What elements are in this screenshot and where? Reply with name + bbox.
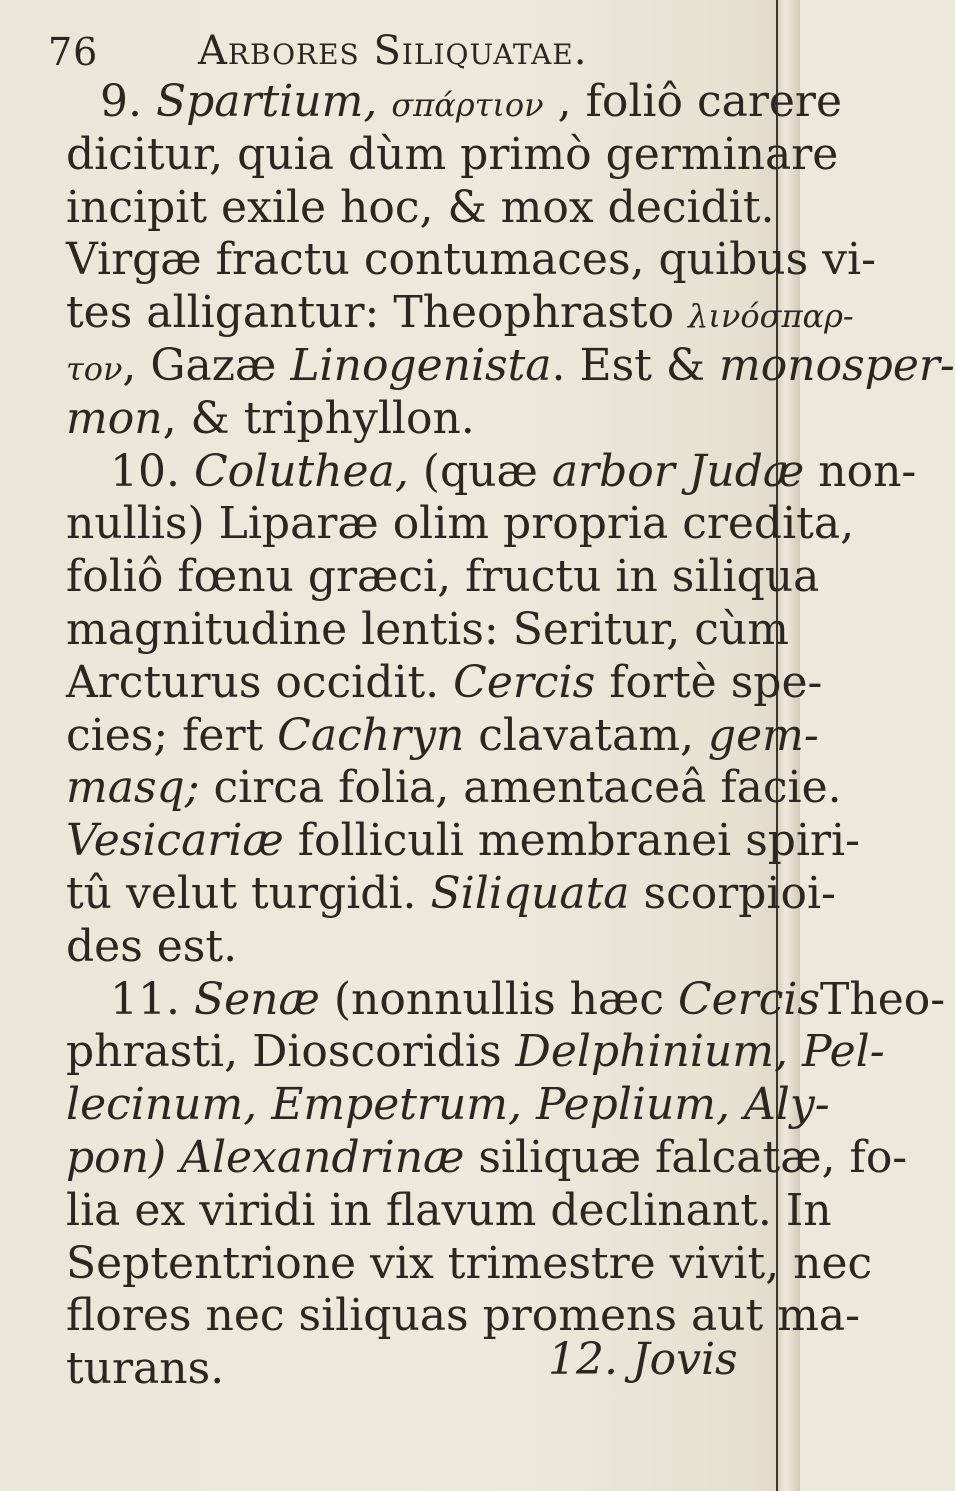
item-number: 11. (110, 973, 194, 1025)
text-segment: siliquæ falcatæ, fo- (464, 1131, 908, 1183)
text-line (66, 551, 820, 604)
page-number: 76 (48, 30, 99, 74)
text-line (66, 287, 854, 340)
greek-term: τον (66, 349, 123, 388)
text-line (66, 498, 855, 551)
text-line (66, 1079, 830, 1132)
text-segment: des est. (66, 920, 238, 972)
text-segment: tû velut turgidi. (66, 867, 431, 919)
text-segment: Arcturus occidit. (66, 656, 454, 708)
text-line (66, 815, 860, 868)
text-line (66, 867, 836, 921)
text-segment: (nonnullis hæc (319, 973, 678, 1025)
text-line (66, 234, 876, 287)
text-line (66, 709, 819, 763)
running-title: Arbores Siliquatae. (198, 28, 588, 74)
plant-name: Alexandrinæ (180, 1131, 465, 1183)
text-segment: foliô fœnu græci, fructu in siliqua (66, 551, 820, 603)
text-segment: clavatam, (464, 709, 708, 761)
text-segment: , Gazæ (122, 339, 291, 391)
plant-name: monosper- (719, 339, 955, 391)
text-segment: folliculi membranei spiri- (283, 815, 860, 867)
text-segment: Septentrione vix trimestre vivit, nec (66, 1237, 873, 1289)
text-line (66, 973, 946, 1027)
plant-name: Linogenista (290, 339, 552, 391)
greek-term: σπάρτιον (391, 86, 544, 124)
text-line (66, 393, 770, 446)
text-line (66, 603, 789, 657)
text-segment: phrasti, Dioscoridis (66, 1026, 516, 1078)
text-line (66, 656, 823, 710)
text-line (66, 1026, 885, 1079)
plant-name: mon (66, 392, 163, 444)
text-segment (377, 76, 391, 127)
plant-name: Senæ (193, 973, 320, 1025)
text-segment: (quæ (408, 445, 552, 497)
plant-name: pon) (66, 1131, 167, 1183)
plant-name: Cachryn (277, 709, 465, 761)
text-line (66, 1131, 908, 1185)
text-segment: lia ex viridi in flavum declinant. In (66, 1184, 832, 1236)
text-segment: non- (804, 445, 917, 497)
page-header (48, 22, 748, 82)
text-segment: , & triphyllon. (162, 392, 475, 444)
text-segment: turans. (66, 1343, 225, 1395)
text-line (66, 1237, 873, 1291)
text-segment: , foliô carere (543, 76, 842, 127)
text-line (66, 445, 917, 499)
plant-name: Spartium, (155, 76, 378, 127)
plant-name: Delphinium, Pel- (515, 1026, 885, 1078)
text-segment: magnitudine lentis: Seritur, cùm (66, 603, 789, 655)
text-line (66, 1184, 832, 1238)
text-segment: circa folia, amentaceâ facie. (199, 762, 842, 814)
text-segment: incipit exile hoc, & mox decidit. (66, 181, 775, 233)
text-line (66, 181, 775, 235)
text-segment: fortè spe- (595, 656, 823, 708)
text-line (66, 921, 770, 974)
plant-name: Siliquata (430, 867, 630, 919)
text-line (66, 762, 842, 815)
plant-name: Vesicariæ (66, 815, 284, 867)
text-segment: tes alligantur: Theophrasto (66, 287, 689, 339)
body-text (66, 76, 955, 1396)
text-segment: scorpioi- (629, 867, 836, 919)
greek-term: λινόσπαρ- (688, 297, 854, 336)
plant-name: lecinum, Empetrum, Peplium, Aly- (66, 1079, 830, 1131)
plant-name: Cercis (677, 973, 821, 1025)
text-line (66, 76, 842, 129)
text-segment (166, 1132, 180, 1183)
text-segment: . Est & (551, 339, 720, 391)
text-segment: Theo- (820, 973, 946, 1025)
text-line (66, 339, 955, 393)
text-segment: Virgæ fractu contumaces, quibus vi- (66, 234, 876, 286)
text-segment: cies; fert (66, 709, 278, 761)
plant-name: Coluthea, (193, 445, 409, 497)
text-segment: nullis) Liparæ olim propria credita, (66, 498, 855, 550)
text-segment: flores nec siliquas promens aut ma- (66, 1290, 860, 1342)
item-number: 9. (100, 76, 156, 127)
item-number: 10. (110, 445, 194, 497)
text-segment: dicitur, quia dùm primò germinare (66, 128, 839, 180)
plant-name: gem- (707, 709, 819, 761)
text-line (66, 128, 839, 182)
catchword: 12. Jovis (548, 1334, 738, 1385)
plant-name: masq; (66, 762, 200, 814)
plant-name: Cercis (453, 656, 596, 708)
plant-name: arbor Judæ (551, 445, 805, 497)
